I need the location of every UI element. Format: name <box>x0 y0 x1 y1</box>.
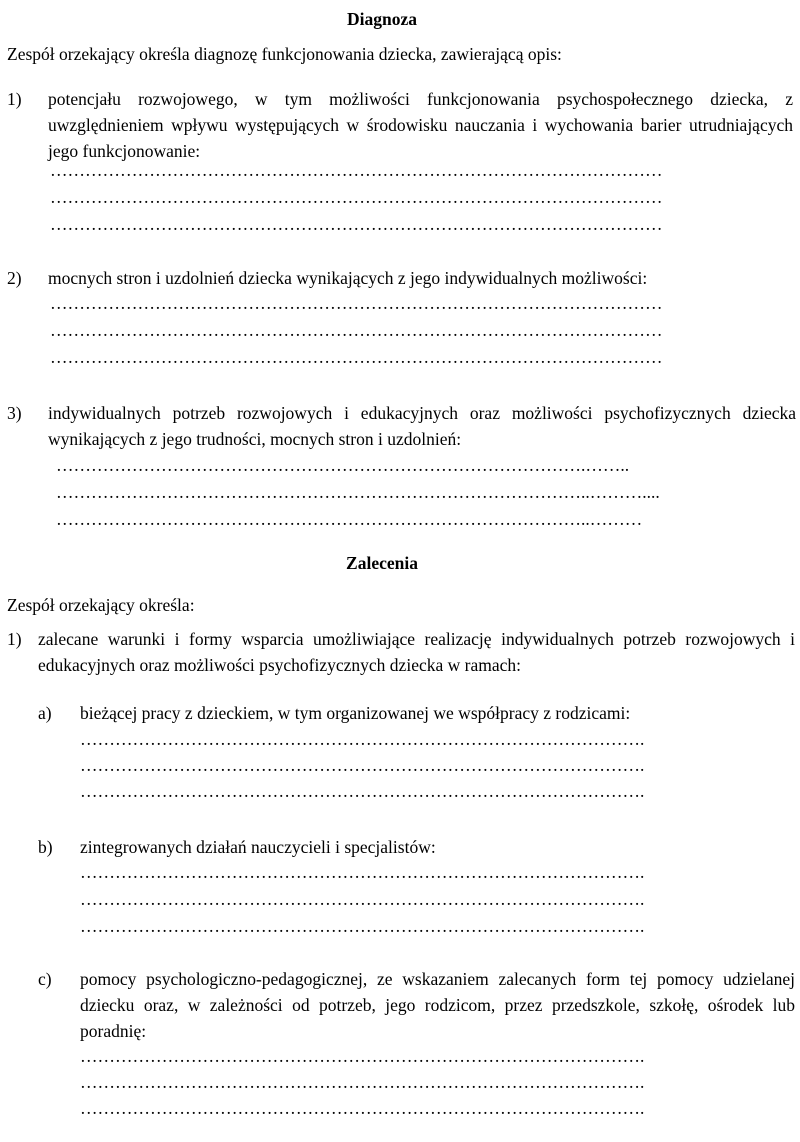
zalecenia-subitem-a-text: bieżącej pracy z dzieckiem, w tym organizowanej we współpracy z rodzicami: <box>80 703 631 723</box>
diagnoza-item-1-dots-1: …………………………………………………………………………………………… <box>50 160 663 180</box>
zalecenia-subitem-c-text: pomocy psychologiczno-pedagogicznej, ze wskazaniem zalecanych form tej pomocy udzielanej dziecku oraz, w zależności od potrzeb, jego rodzicom, przez przedszkole, szkołę, ośrodek lub poradnię: <box>80 969 795 1041</box>
zalecenia-subitem-b-dots-2: ……………………………………………………………………………………. <box>80 889 645 909</box>
zalecenia-heading: Zalecenia <box>346 553 418 573</box>
diagnoza-item-1-dots-2: …………………………………………………………………………………………… <box>50 187 663 207</box>
diagnoza-item-2-dots-1: …………………………………………………………………………………………… <box>50 293 663 313</box>
zalecenia-subitem-b-dots-1: ……………………………………………………………………………………. <box>80 862 645 882</box>
zalecenia-subitem-c-dots-3: ……………………………………………………………………………………. <box>80 1098 645 1118</box>
diagnoza-item-3-number: 3) <box>7 403 22 423</box>
zalecenia-subitem-a-dots-3: ……………………………………………………………………………………. <box>80 781 645 801</box>
zalecenia-item-1-number: 1) <box>7 629 22 649</box>
zalecenia-subitem-c-dots-2: ……………………………………………………………………………………. <box>80 1072 645 1092</box>
zalecenia-item-1-text: zalecane warunki i formy wsparcia umożliwiające realizację indywidualnych potrzeb rozwojowych i edukacyjnych oraz możliwości psychofizycznych dziecka w ramach: <box>38 629 795 675</box>
zalecenia-subitem-b-text: zintegrowanych działań nauczycieli i specjalistów: <box>80 837 436 857</box>
diagnoza-item-1-number: 1) <box>7 89 22 109</box>
diagnoza-item-3-dots-2: ………………………………………………………………………………..……….... <box>56 482 660 502</box>
diagnoza-heading: Diagnoza <box>347 9 417 29</box>
diagnoza-item-1-dots-3: …………………………………………………………………………………………… <box>50 214 663 234</box>
zalecenia-subitem-a-dots-2: ……………………………………………………………………………………. <box>80 755 645 775</box>
zalecenia-intro: Zespół orzekający określa: <box>7 595 195 615</box>
diagnoza-item-2-dots-2: …………………………………………………………………………………………… <box>50 320 663 340</box>
diagnoza-item-3-text: indywidualnych potrzeb rozwojowych i edukacyjnych oraz możliwości psychofizycznych dziecka wynikających z jego trudności, mocnych stron i uzdolnień: <box>48 403 796 449</box>
diagnoza-item-2-text: mocnych stron i uzdolnień dziecka wynikających z jego indywidualnych możliwości: <box>48 268 648 288</box>
diagnoza-intro: Zespół orzekający określa diagnozę funkcjonowania dziecka, zawierającą opis: <box>7 44 562 64</box>
diagnoza-item-3-dots-3: ………………………………………………………………………………..……… <box>56 509 643 529</box>
zalecenia-subitem-c-letter: c) <box>38 969 52 989</box>
diagnoza-item-2-dots-3: …………………………………………………………………………………………… <box>50 347 663 367</box>
zalecenia-subitem-b-dots-3: ……………………………………………………………………………………. <box>80 916 645 936</box>
zalecenia-subitem-a-letter: a) <box>38 703 52 723</box>
diagnoza-item-1-text: potencjału rozwojowego, w tym możliwości funkcjonowania psychospołecznego dziecka, z uwzględnieniem wpływu występujących w środowisku nauczania i wychowania barier utrudniających jego funkcjonowanie: <box>48 89 793 161</box>
zalecenia-subitem-b-letter: b) <box>38 837 53 857</box>
zalecenia-subitem-c-dots-1: ……………………………………………………………………………………. <box>80 1046 645 1066</box>
zalecenia-subitem-a-dots-1: ……………………………………………………………………………………. <box>80 729 645 749</box>
diagnoza-item-2-number: 2) <box>7 268 22 288</box>
diagnoza-item-3-dots-1: ……………………………………………………………………………….…….. <box>56 455 630 475</box>
